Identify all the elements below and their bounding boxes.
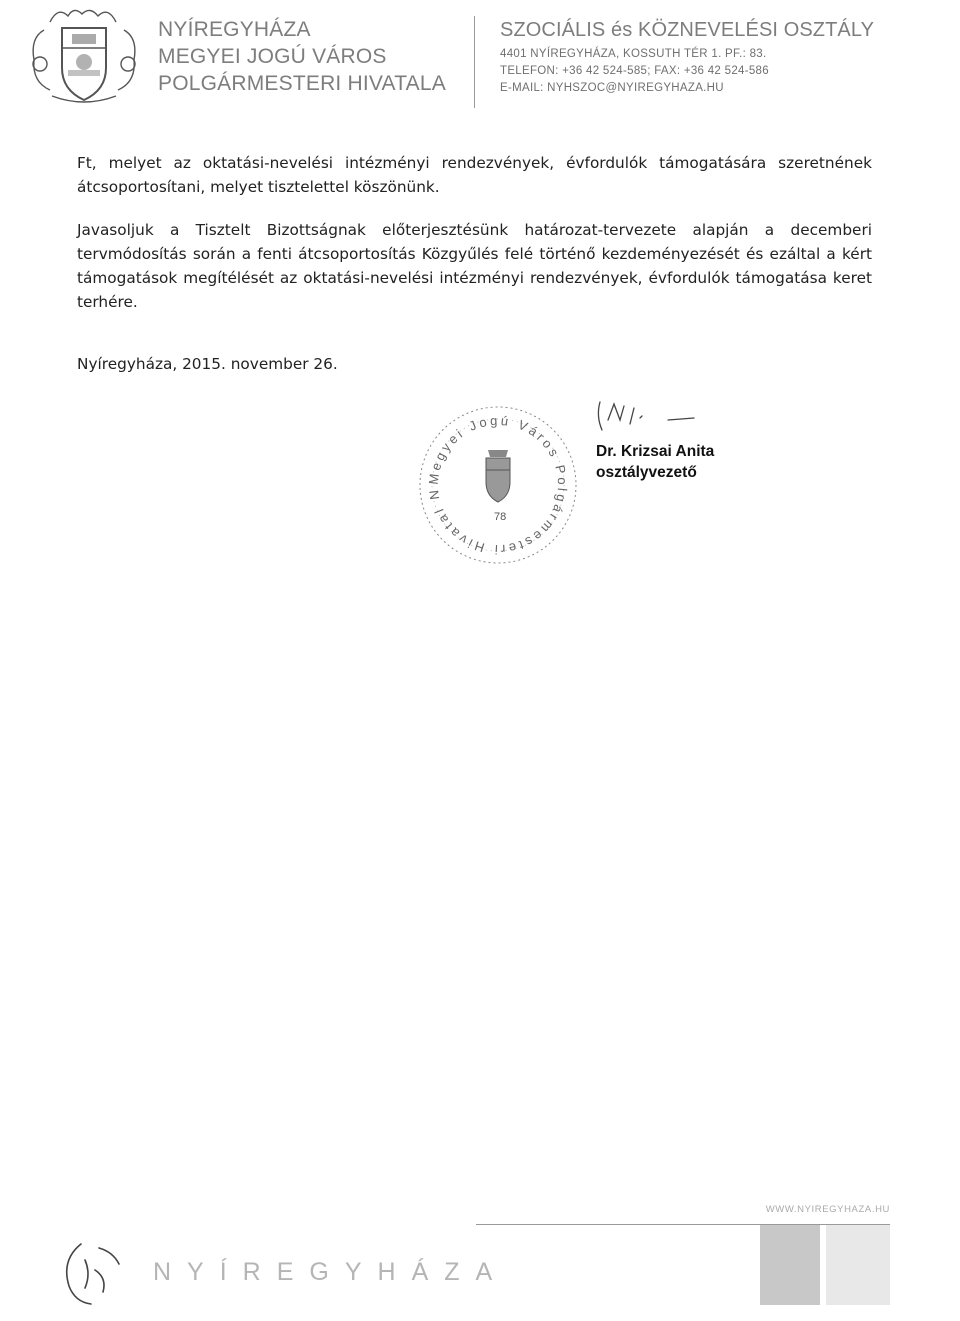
contact-email: E-MAIL: NYHSZOC@NYIREGYHAZA.HU (500, 82, 724, 94)
city-logo-icon (55, 1230, 135, 1310)
stamp-number: 78 (494, 511, 507, 523)
header-divider (474, 16, 475, 108)
body-paragraph-2: Javasoljuk a Tisztelt Bizottságnak előterjesztésünk határozat-tervezete alapján a decemberi tervmódosítás során a fenti átcsoportosítás Közgyűlés felé történő kezdeményezését és ezáltal a kért támogatások megítélését az oktatási-nevelési intézményi rendezvények, évfordulók támogatása keret terhére. (77, 221, 872, 311)
stamp-coat-of-arms-icon (486, 450, 510, 502)
handwritten-signature (590, 390, 710, 440)
city-name-line-2: MEGYEI JOGÚ VÁROS (158, 45, 387, 68)
dateline: Nyíregyháza, 2015. november 26. (77, 355, 338, 373)
city-name-line-3: POLGÁRMESTERI HIVATALA (158, 72, 446, 95)
department-title: SZOCIÁLIS és KÖZNEVELÉSI OSZTÁLY (500, 19, 875, 41)
city-coat-of-arms-icon (22, 4, 146, 110)
department-block (500, 18, 940, 97)
footer-decor-bar-dark (760, 1225, 820, 1305)
contact-phone-fax: TELEFON: +36 42 524-585; FAX: +36 42 524-586 (500, 65, 769, 77)
contact-address: 4401 NYÍREGYHÁZA, KOSSUTH TÉR 1. PF.: 83. (500, 48, 767, 60)
signer-title: osztályvezető (596, 464, 697, 481)
footer-wordmark: NYÍREGYHÁZA (153, 1258, 509, 1286)
city-name-line-1: NYÍREGYHÁZA (158, 18, 311, 41)
footer-website: WWW.NYIREGYHAZA.HU (765, 1204, 890, 1215)
stamp-text: Megyei Jogú Város Polgármesteri Hivatal N (425, 412, 571, 558)
official-stamp (408, 400, 588, 570)
signer-block (596, 441, 756, 483)
body-paragraph-1: Ft, melyet az oktatási-nevelési intézményi rendezvények, évfordulók támogatására szeretnének átcsoportosítani, melyet tisztelettel köszönünk. (77, 154, 872, 196)
footer-decor-bar-light (826, 1225, 890, 1305)
signer-name: Dr. Krizsai Anita (596, 443, 715, 460)
city-name-block (158, 16, 448, 97)
